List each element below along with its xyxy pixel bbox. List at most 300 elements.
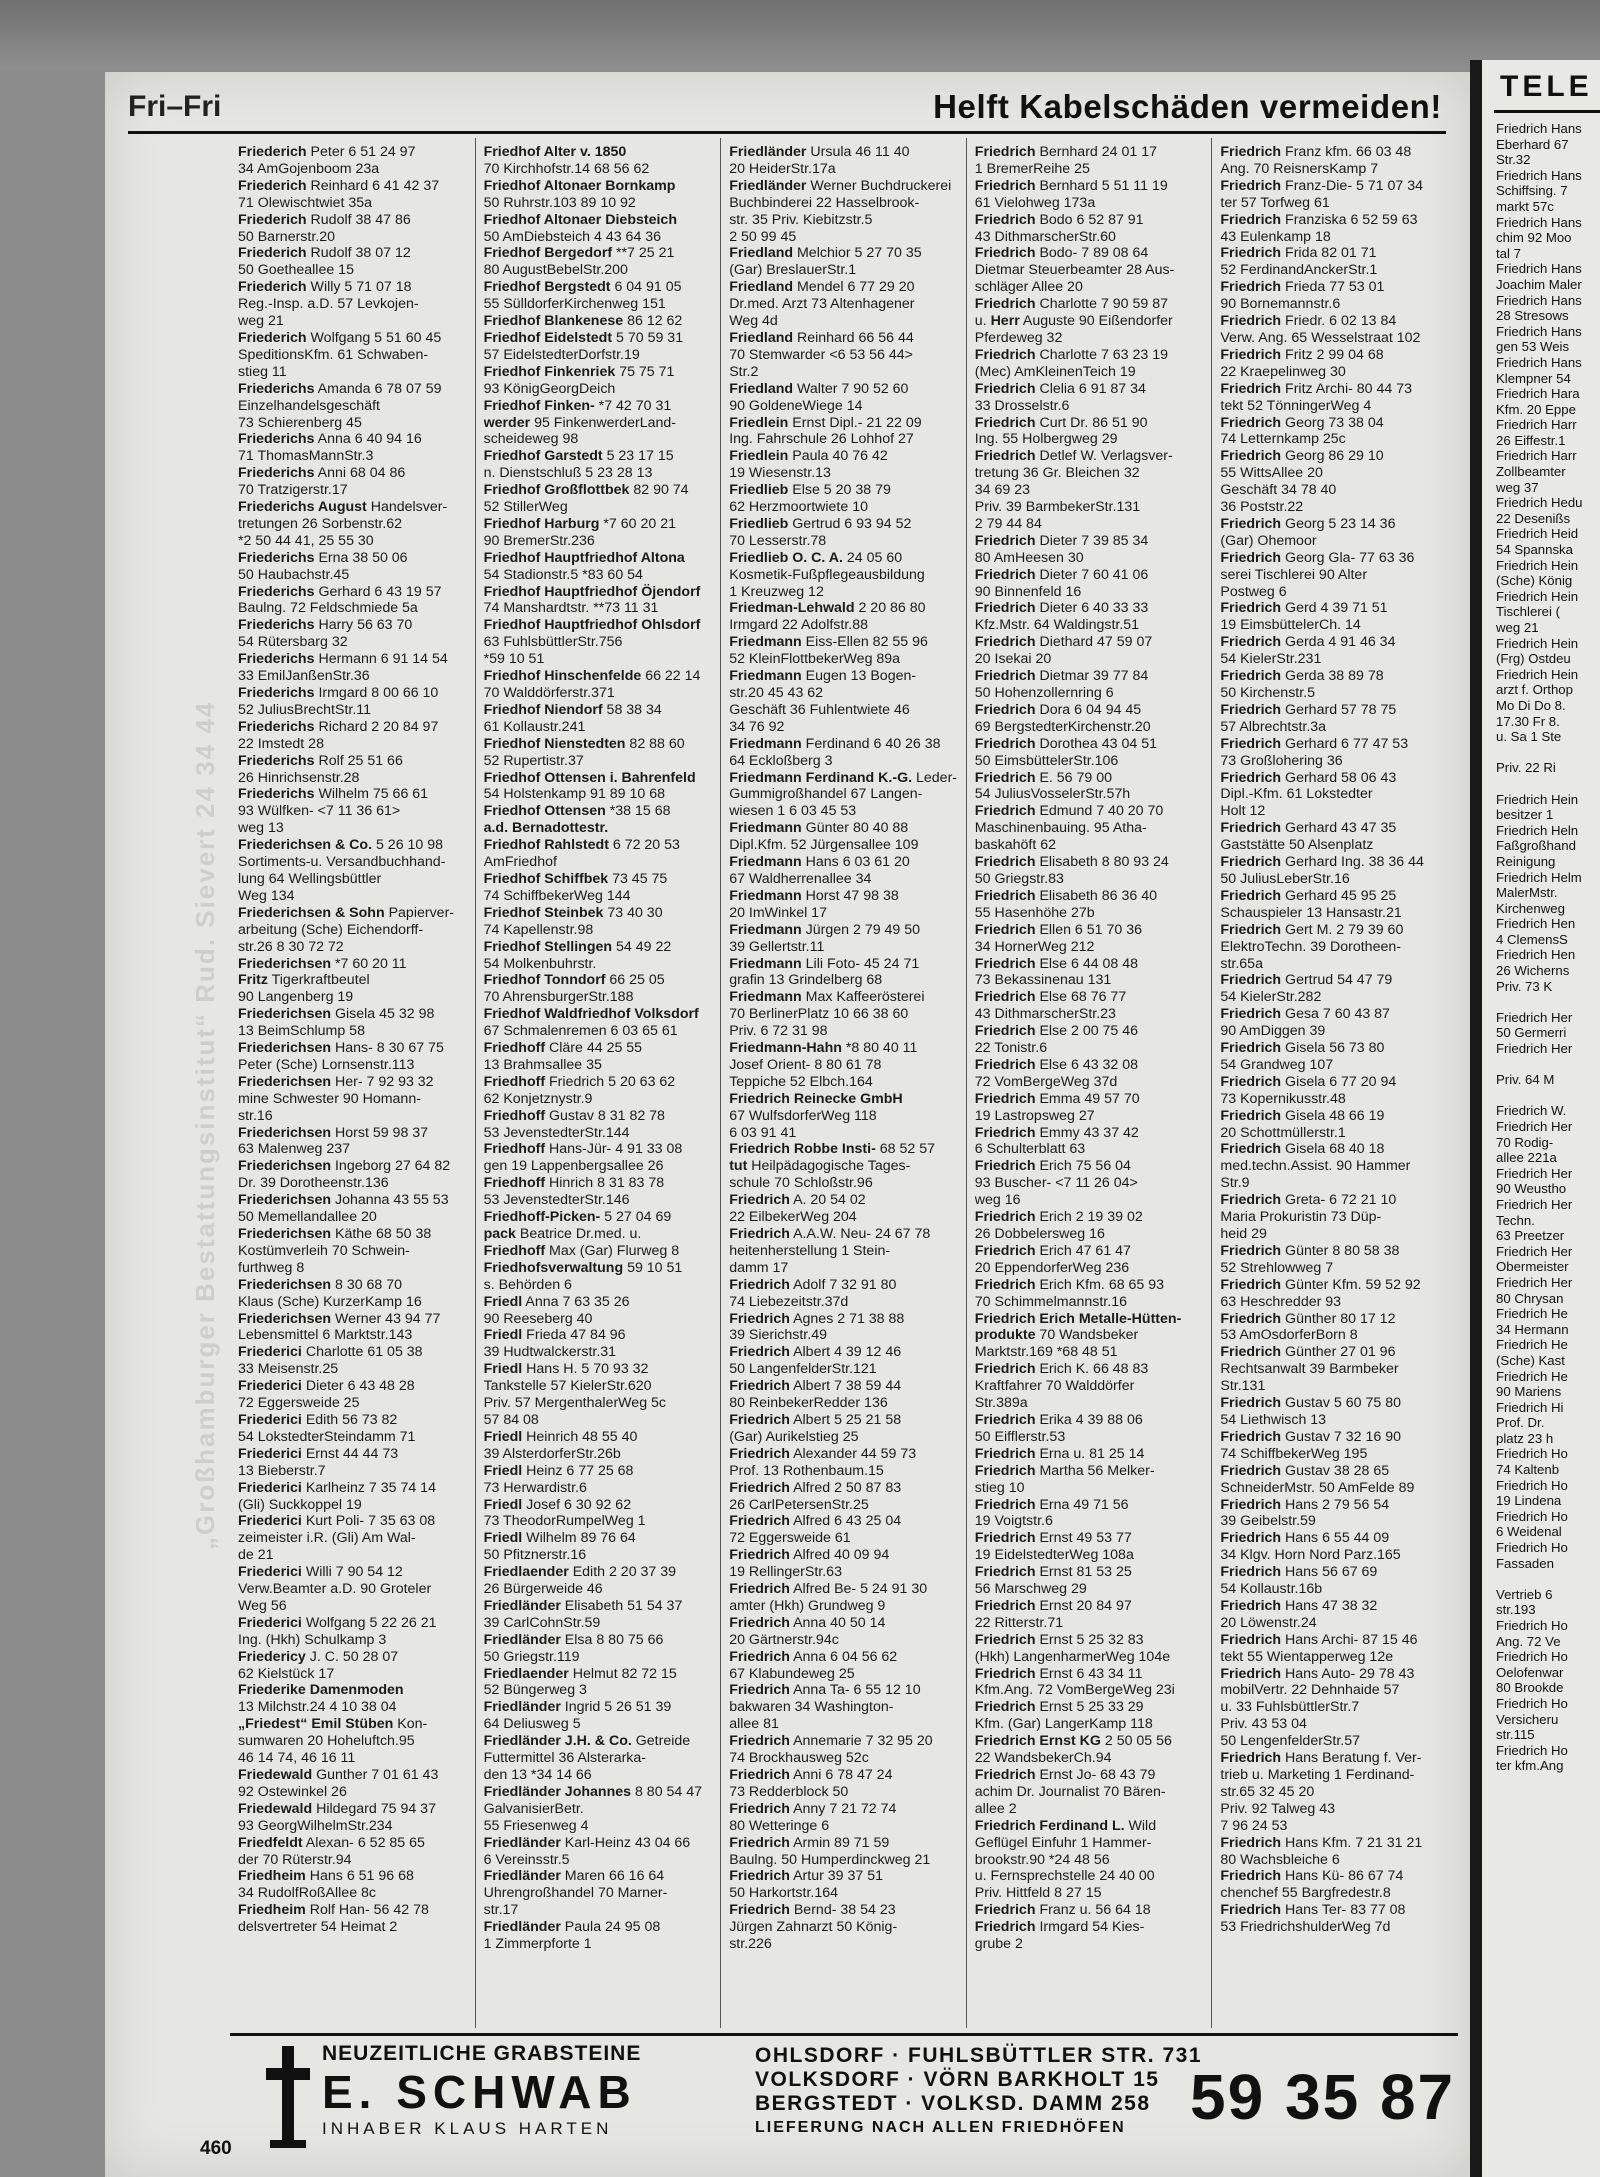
directory-entry-line: Friederichs Anni 68 04 86	[238, 465, 406, 482]
directory-entry-line: 73 Kopernikusstr.48	[1220, 1090, 1346, 1107]
directory-entry-line: Weg 134	[238, 887, 295, 904]
directory-entry-line: Friederichsen Käthe 68 50 38	[238, 1226, 432, 1242]
directory-entry-line: wiesen 1 6 03 45 53	[729, 803, 857, 820]
directory-entry-line: Friedrich Ferdinand L. Wild	[974, 1817, 1157, 1834]
adjacent-entry-line: Versicheru	[1496, 1711, 1559, 1727]
adjacent-entry-line: Friedrich Hein	[1496, 791, 1579, 807]
adjacent-entry-line: Friedrich Hen	[1496, 916, 1576, 932]
directory-entry-line: (Gli) Suckkoppel 19	[238, 1496, 362, 1513]
directory-entry-line: Friedrich Curt Dr. 86 51 90	[974, 414, 1148, 431]
directory-entry-line: Friedhof Altonaer Bornkamp	[483, 177, 676, 194]
adjacent-entry-line: Friedrich Hans	[1496, 214, 1582, 230]
directory-entry-line: Friedrich Martha 56 Melker-	[974, 1462, 1155, 1479]
directory-entry-line: 2 50 99 45	[729, 228, 797, 245]
adjacent-entry-line: 19 Lindena	[1496, 1493, 1562, 1509]
directory-entry-line: Friedländer J.H. & Co. Getreide	[483, 1733, 691, 1750]
directory-entry-line: Friederich Rudolf 38 47 86	[238, 211, 411, 228]
adjacent-entry-line: 70 Rodig-	[1496, 1134, 1554, 1150]
directory-entry-line: Friedrich Georg 73 38 04	[1220, 414, 1384, 431]
directory-entry-line: Friedrich Erika 4 39 88 06	[974, 1411, 1143, 1428]
directory-entry-line: 34 76 92	[729, 718, 785, 735]
adjacent-entry-line: u. Sa 1 Ste	[1496, 729, 1562, 745]
directory-entry-line: Friedlieb Else 5 20 38 79	[729, 482, 891, 499]
directory-entry-line: Holt 12	[1220, 803, 1266, 820]
directory-entry-line: Friedhof Rahlstedt 6 72 20 53	[483, 837, 680, 854]
directory-entry-line: schläger Allee 20	[974, 279, 1083, 296]
directory-entry-line: 63 Malenweg 237	[238, 1141, 351, 1158]
directory-entry-line: Friederichs Anna 6 40 94 16	[238, 431, 422, 448]
directory-entry-line: Friedheim Rolf Han- 56 42 78	[238, 1902, 429, 1919]
directory-entry-line: Friedrich Erich 75 56 04	[974, 1158, 1131, 1175]
directory-entry-line: 57 Albrechtstr.3a	[1220, 718, 1327, 735]
directory-entry-line: Friedrich Albert 4 39 12 46	[729, 1344, 902, 1361]
directory-entry-line: 50 Eifflerstr.53	[974, 1428, 1066, 1445]
directory-entry-line: Friedmann-Hahn *8 80 40 11	[729, 1040, 918, 1057]
directory-entry-line: Friedrich Hans 6 55 44 09	[1220, 1530, 1390, 1547]
directory-entry-line: 7 96 24 53	[1220, 1817, 1288, 1834]
adjacent-entry-line: str.115	[1496, 1727, 1535, 1743]
directory-entry-line: trieb u. Marketing 1 Ferdinand-	[1220, 1767, 1415, 1783]
directory-entry-line: damm 17	[729, 1259, 789, 1276]
directory-entry-line: Friedrich E. 56 79 00	[974, 769, 1113, 786]
directory-entry-line: Friederichsen Her- 7 92 93 32	[238, 1073, 434, 1090]
directory-entry-line: 74 SchiffbekerWeg 144	[483, 887, 631, 904]
directory-entry-line: Friedmann Max Kaffeerösterei	[729, 989, 925, 1006]
adjacent-entry-line: 6 Weidenal	[1496, 1524, 1562, 1540]
adjacent-entry-line: Friedrich Her	[1496, 1196, 1573, 1212]
directory-entry-line: 54 KielerStr.282	[1220, 989, 1322, 1006]
directory-entry-line: Friederichs Amanda 6 78 07 59	[238, 380, 442, 397]
directory-entry-line: 90 BremerStr.236	[483, 532, 595, 549]
directory-entry-line: 50 Barnerstr.20	[238, 228, 336, 245]
directory-entry-line: Friedrich Artur 39 37 51	[729, 1868, 883, 1885]
directory-entry-line: Friedrich Emma 49 57 70	[974, 1090, 1140, 1107]
directory-entry-line: 93 GeorgWilhelmStr.234	[238, 1817, 393, 1834]
directory-entry-line: 74 Manshardtstr. **73 11 31	[483, 600, 659, 617]
adjacent-page	[1482, 60, 1600, 2177]
directory-entry-line: Friedmann Eiss-Ellen 82 55 96	[729, 634, 928, 651]
directory-entry-line: Rechtsanwalt 39 Barmbeker	[1220, 1361, 1399, 1378]
column-entries	[484, 144, 715, 1953]
directory-entry-line: 13 Bieberstr.7	[238, 1462, 326, 1479]
directory-entry-line: Friedrich Armin 89 71 59	[729, 1834, 890, 1851]
directory-entry-line: Friederici Kurt Poli- 7 35 63 08	[238, 1513, 436, 1530]
directory-entry-line: 70 Tratzigerstr.17	[238, 482, 348, 499]
directory-entry-line: str.17	[483, 1902, 519, 1919]
adjacent-entry-line: MalerMstr.	[1496, 885, 1558, 901]
directory-entry-line: 50 LangenfelderStr.121	[729, 1361, 877, 1378]
directory-entry-line: 74 Letternkamp 25c	[1220, 431, 1346, 448]
directory-entry-line: 93 Buscher- <7 11 26 04>	[974, 1175, 1138, 1192]
directory-entry-line: Friedmann Ferdinand 6 40 26 38	[729, 735, 941, 752]
directory-entry-line: Friedhof Garstedt 5 23 17 15	[483, 448, 674, 465]
directory-entry-line: Priv. 57 MergenthalerWeg 5c	[483, 1395, 667, 1412]
directory-entry-line: Friedl Heinz 6 77 25 68	[483, 1462, 634, 1479]
directory-entry-line: Friedrich Hans 2 79 56 54	[1220, 1496, 1390, 1513]
directory-entry-line: Friedrich Erna 49 71 56	[974, 1496, 1129, 1513]
directory-entry-line: Friedlieb Gertrud 6 93 94 52	[729, 515, 912, 532]
directory-entry-line: Friedhof Niendorf 58 38 34	[483, 701, 662, 718]
directory-entry-line: Friedfeldt Alexan- 6 52 85 65	[238, 1834, 425, 1851]
directory-entry-line: Friedrich Gisela 48 66 19	[1220, 1107, 1385, 1124]
directory-entry-line: Friedrich Anna 40 50 14	[729, 1614, 886, 1631]
directory-entry-line: str.16	[238, 1107, 273, 1124]
directory-entry-line: 43 DithmarscherStr.60	[974, 228, 1116, 245]
ad-company-name: E. SCHWAB	[322, 2066, 637, 2118]
directory-entry-line: Friedrich Günter 8 80 58 38	[1220, 1242, 1400, 1259]
directory-entry-line: 39 Hudtwalckerstr.31	[483, 1344, 617, 1361]
directory-entry-line: 54 KielerStr.231	[1220, 651, 1322, 668]
directory-entry-line: Friederichsen *7 60 20 11	[238, 955, 407, 972]
directory-entry-line: 93 KönigGeorgDeich	[483, 380, 616, 397]
directory-entry-line: Weg 4d	[729, 313, 778, 330]
directory-entry-line: Prof. 13 Rothenbaum.15	[729, 1462, 884, 1479]
directory-entry-line: Friederike Damenmoden	[238, 1682, 404, 1699]
directory-entry-line: Friedheim Hans 6 51 96 68	[238, 1868, 414, 1885]
directory-entry-line: Irmgard 22 Adolfstr.88	[729, 617, 868, 634]
directory-entry-line: Dr.med. Arzt 73 Altenhagener	[729, 296, 915, 313]
directory-entry-line: Friedrich Gertrud 54 47 79	[1220, 972, 1393, 989]
directory-entry-line: Friederichsen Hans- 8 30 67 75	[238, 1040, 444, 1057]
directory-entry-line: Friedrich Hans Kü- 86 67 74	[1220, 1868, 1404, 1885]
directory-entry-line: Postweg 6	[1220, 583, 1287, 600]
directory-entry-line: furthweg 8	[238, 1259, 305, 1276]
directory-entry-line: Friederichsen & Co. 5 26 10 98	[238, 837, 444, 854]
directory-entry-line: Friedländer Ursula 46 11 40	[729, 144, 910, 160]
directory-entry-line: tekt 55 Wientapperweg 12e	[1220, 1648, 1394, 1665]
directory-entry-line: Friederich Rudolf 38 07 12	[238, 245, 411, 262]
directory-entry-line: 34 HornerWeg 212	[974, 938, 1095, 955]
directory-entry-line: Priv. 39 BarmbekerStr.131	[974, 499, 1141, 516]
directory-entry-line: Friedhof Hinschenfelde 66 22 14	[483, 668, 701, 685]
directory-entry-line: Kfz.Mstr. 64 Waldingstr.51	[974, 617, 1140, 634]
directory-entry-line: Friedrich Detlef W. Verlagsver-	[974, 448, 1173, 465]
adjacent-entry-line: Vertrieb 6	[1496, 1586, 1553, 1602]
directory-entry-line: Friedrich Dorothea 43 04 51	[974, 735, 1157, 752]
adjacent-entry-line: Friedrich Ho	[1496, 1649, 1568, 1665]
directory-entry-line: 50 Memellandallee 20	[238, 1209, 377, 1226]
adjacent-entry-line: Friedrich Ho	[1496, 1477, 1568, 1493]
directory-entry-line: Friedlaender Edith 2 20 37 39	[483, 1564, 677, 1581]
directory-entry-line: 90 GoldeneWiege 14	[729, 397, 863, 414]
directory-entry-line: Friederich Wolfgang 5 51 60 45	[238, 329, 442, 346]
directory-entry-line: heid 29	[1220, 1226, 1267, 1242]
adjacent-entry-line: 4 ClemensS	[1496, 931, 1568, 947]
directory-entry-line: Friedmann Eugen 13 Bogen-	[729, 668, 917, 685]
directory-entry-line: Uhrengroßhandel 70 Marner-	[483, 1885, 668, 1902]
directory-entry-line: „Friedest“ Emil Stüben Kon-	[238, 1716, 428, 1733]
ad-slogan: NEUZEITLICHE GRABSTEINE	[322, 2042, 642, 2065]
adjacent-entry-line: 28 Stresows	[1496, 308, 1569, 324]
adjacent-entry-line: Prof. Dr.	[1496, 1415, 1545, 1431]
directory-entry-line: Friedrich Reinecke GmbH	[729, 1090, 903, 1107]
adjacent-entry-line	[1496, 994, 1600, 1010]
directory-entry-line: Friederich Reinhard 6 41 42 37	[238, 177, 440, 194]
directory-entry-line: Friedl Hans H. 5 70 93 32	[483, 1361, 649, 1378]
directory-entry-line: Lebensmittel 6 Marktstr.143	[238, 1327, 413, 1344]
directory-entry-line: Friedrich Charlotte 7 90 59 87	[974, 296, 1169, 313]
adjacent-entry-line: Friedrich Hans	[1496, 292, 1582, 308]
directory-entry-line: 33 EmilJanßenStr.36	[238, 668, 370, 685]
directory-entry-line: Friedhoff-Picken- 5 27 04 69	[483, 1209, 672, 1226]
directory-entry-line: 53 JevenstedterStr.144	[483, 1124, 630, 1141]
directory-entry-line: 90 Binnenfeld 16	[974, 583, 1082, 600]
directory-entry-line: Friedhoff Gustav 8 31 82 78	[483, 1107, 665, 1124]
adjacent-entry-line	[1496, 1057, 1600, 1073]
directory-entry-line: Friedrich Bernd- 38 54 23	[729, 1902, 896, 1919]
directory-entry-line: Friedrich Gustav 7 32 16 90	[1220, 1428, 1401, 1445]
directory-entry-line: Priv. 6 72 31 98	[729, 1023, 828, 1040]
directory-entry-line: Klaus (Sche) KurzerKamp 16	[238, 1293, 422, 1310]
directory-entry-line: Friedlieb O. C. A. 24 05 60	[729, 549, 903, 566]
directory-entry-line: 6 Schulterblatt 63	[974, 1141, 1086, 1158]
directory-entry-line: Geschäft 34 78 40	[1220, 482, 1337, 499]
directory-entry-line: Priv. 92 Talweg 43	[1220, 1800, 1335, 1817]
directory-entry-line: Priv. Hittfeld 8 27 15	[974, 1885, 1102, 1902]
directory-entry-line: Friedland Reinhard 66 56 44	[729, 329, 914, 346]
adjacent-entry-line: 26 Wicherns	[1496, 963, 1570, 979]
directory-entry-line: grube 2	[974, 1936, 1023, 1953]
directory-entry-line: Friedrich Erna u. 81 25 14	[974, 1445, 1145, 1462]
directory-entry-line: Friedrich Else 6 43 32 08	[974, 1056, 1139, 1073]
directory-entry-line: Friedrich Gerhard Ing. 38 36 44	[1220, 854, 1424, 871]
adjacent-entry-line: Zollbeamter	[1496, 464, 1566, 480]
directory-entry-line: Dietmar Steuerbeamter 28 Aus-	[974, 262, 1175, 279]
directory-entry-line: 67 Schmalenremen 6 03 65 61	[483, 1023, 678, 1040]
header-rule	[128, 131, 1446, 134]
directory-entry-line: u. Herr Auguste 90 Eißendorfer	[974, 313, 1173, 330]
column-entries	[729, 144, 960, 1953]
adjacent-entry-line: (Frg) Ostdeu	[1496, 651, 1571, 667]
directory-entry-line: 19 RellingerStr.63	[729, 1564, 842, 1581]
directory-entry-line: Friedhof Eidelstedt 5 70 59 31	[483, 329, 684, 346]
directory-entry-line: stieg 11	[238, 363, 287, 380]
directory-entry-line: Friederichs Gerhard 6 43 19 57	[238, 583, 442, 600]
directory-entry-line: Friedrich Clelia 6 91 87 34	[974, 380, 1146, 397]
directory-entry-line: baskahöft 62	[974, 837, 1057, 854]
adjacent-entry-line: 90 Mariens	[1496, 1384, 1562, 1400]
directory-entry-line: Friedrich Robbe Insti- 68 52 57	[729, 1141, 935, 1158]
directory-entry-line: Jürgen Zahnarzt 50 König-	[729, 1919, 898, 1936]
directory-entry-line: Friedrich Bernhard 24 01 17	[974, 144, 1157, 160]
directory-entry-line: ter 57 Torfweg 61	[1220, 194, 1330, 211]
directory-entry-line: tretungen 26 Sorbenstr.62	[238, 515, 403, 532]
directory-entry-line: Friederichsen Gisela 45 32 98	[238, 1006, 435, 1023]
directory-entry-line: str. 35 Priv. Kiebitzstr.5	[729, 211, 873, 228]
directory-entry-line: gen 19 Lappenbergsallee 26	[483, 1158, 664, 1175]
directory-entry-line: 69 BergstedterKirchenstr.20	[974, 718, 1151, 735]
directory-entry-line: 54 LokstedterSteindamm 71	[238, 1428, 416, 1445]
directory-entry-line: Friedrich Gerhard 45 95 25	[1220, 887, 1397, 904]
directory-entry-line: Friedmann Hans 6 03 61 20	[729, 854, 910, 871]
directory-entry-line: de 21	[238, 1547, 274, 1564]
directory-entry-line: Friedländer Ingrid 5 26 51 39	[483, 1699, 672, 1716]
directory-entry-line: Friedrich Albert 7 38 59 44	[729, 1378, 902, 1395]
directory-entry-line: Friedhoff Hans-Jür- 4 91 33 08	[483, 1141, 683, 1158]
adjacent-entry-line: 80 Brookde	[1496, 1680, 1564, 1696]
directory-entry-line: *59 10 51	[483, 651, 545, 668]
directory-entry-line: Friederichsen Werner 43 94 77	[238, 1310, 441, 1327]
directory-entry-line: 73 Bekassinenau 131	[974, 972, 1112, 989]
directory-entry-line: Friedhoff Max (Gar) Flurweg 8	[483, 1242, 680, 1259]
directory-entry-line: Friedrich Ernst 49 53 77	[974, 1530, 1132, 1547]
column-5	[1212, 138, 1458, 2028]
directory-entry-line: Friedmann Jürgen 2 79 49 50	[729, 921, 921, 938]
directory-entry-line: Friederichs August Handelsver-	[238, 499, 448, 516]
directory-entry-line: Friedrich Gustav 38 28 65	[1220, 1462, 1390, 1479]
directory-entry-line: 50 Hohenzollernring 6	[974, 685, 1114, 701]
directory-entry-line: 54 Stadionstr.5 *83 60 54	[483, 566, 643, 583]
directory-entry-line: Tankstelle 57 KielerStr.620	[483, 1378, 652, 1395]
adjacent-entry-line: Friedrich Hara	[1496, 386, 1580, 402]
directory-entry-line: Friedhof Stellingen 54 49 22	[483, 938, 672, 955]
adjacent-entry-line: Schiffsing. 7	[1496, 183, 1568, 199]
directory-entry-line: Friedrich Alexander 44 59 73	[729, 1445, 917, 1462]
adjacent-entry-line: Kirchenweg	[1496, 900, 1565, 916]
directory-entry-line: Fritz Tigerkraftbeutel	[238, 972, 370, 989]
directory-entry-line: Friedrich Ernst Jo- 68 43 79	[974, 1767, 1156, 1783]
directory-entry-line: pack Beatrice Dr.med. u.	[483, 1226, 642, 1242]
directory-entry-line: n. Dienstschluß 5 23 28 13	[483, 465, 653, 482]
directory-entry-line: Friedrich Erich Kfm. 68 65 93	[974, 1276, 1165, 1293]
directory-entry-line: Ing. 55 Holbergweg 29	[974, 431, 1118, 448]
directory-entry-line: sumwaren 20 Hoheluftch.95	[238, 1733, 415, 1750]
adjacent-entry-line: Friedrich He	[1496, 1368, 1568, 1384]
directory-entry-line: Friedrich Gisela 6 77 20 94	[1220, 1073, 1397, 1090]
directory-entry-line: Friedrich Annemarie 7 32 95 20	[729, 1733, 933, 1750]
directory-entry-line: (Gar) Aurikelstieg 25	[729, 1428, 859, 1445]
directory-entry-line: 13 Milchstr.24 4 10 38 04	[238, 1699, 397, 1716]
directory-entry-line: Dipl.Kfm. 52 Jürgensallee 109	[729, 837, 919, 854]
directory-entry-line: 61 Vielohweg 173a	[974, 194, 1096, 211]
directory-entry-line: Friedrich Gesa 7 60 43 87	[1220, 1006, 1390, 1023]
directory-entry-line: heitenherstellung 1 Stein-	[729, 1242, 891, 1259]
directory-entry-line: 54 Rütersbarg 32	[238, 634, 348, 651]
directory-entry-line: 74 Liebezeitstr.37d	[729, 1293, 849, 1310]
adjacent-entry-line: 80 Chrysan	[1496, 1290, 1564, 1306]
directory-entry-line: 53 FriedrichshulderWeg 7d	[1220, 1919, 1391, 1936]
directory-entry-line: Friedrich Edmund 7 40 20 70	[974, 803, 1164, 820]
directory-entry-line: Friedrich Else 6 44 08 48	[974, 955, 1139, 972]
directory-entry-line: Friedhof Bergedorf **7 25 21	[483, 245, 675, 262]
adjacent-page-entries	[1482, 113, 1600, 1774]
adjacent-entry-line: Priv. 22 Ri	[1496, 760, 1556, 776]
directory-entry-line: 80 ReinbekerRedder 136	[729, 1395, 888, 1412]
directory-entry-line: 43 Eulenkamp 18	[1220, 228, 1331, 245]
directory-entry-line: Friedrich Gerhard 6 77 47 53	[1220, 735, 1409, 752]
directory-entry-line: 1 Kreuzweg 12	[729, 583, 824, 600]
adjacent-entry-line: Friedrich Hans	[1496, 121, 1582, 136]
directory-entry-line: Friedrich Ernst 20 84 97	[974, 1597, 1132, 1614]
directory-entry-line: 54 Grandweg 107	[1220, 1056, 1334, 1073]
directory-entry-line: Friedrich Anna Ta- 6 55 12 10	[729, 1682, 921, 1699]
directory-entry-line: 62 Kielstück 17	[238, 1665, 335, 1682]
directory-entry-line: Friedrich Gerhard 58 06 43	[1220, 769, 1397, 786]
adjacent-entry-line	[1496, 776, 1600, 792]
directory-entry-line: den 13 *34 14 66	[483, 1767, 592, 1783]
directory-entry-line: 70 BerlinerPlatz 10 66 38 60	[729, 1006, 909, 1023]
directory-entry-line: 70 Schimmelmannstr.16	[974, 1293, 1127, 1310]
directory-entry-line: Friedhof Schiffbek 73 45 75	[483, 870, 668, 887]
adjacent-entry-line: Friedrich Ho	[1496, 1446, 1568, 1462]
adjacent-entry-line: Eberhard 67	[1496, 136, 1569, 152]
directory-entry-line: Friedland Melchior 5 27 70 35	[729, 245, 922, 262]
directory-entry-line: 53 AmOsdorferBorn 8	[1220, 1327, 1358, 1344]
directory-entry-line: str.26 8 30 72 72	[238, 938, 344, 955]
directory-entry-line: 55 SülldorferKirchenweg 151	[483, 296, 666, 313]
directory-entry-line: achim Dr. Journalist 70 Bären-	[974, 1783, 1166, 1800]
adjacent-entry-line: besitzer 1	[1496, 807, 1554, 823]
directory-entry-line: Friedhoff Hinrich 8 31 83 78	[483, 1175, 665, 1192]
directory-entry-line: 92 Ostewinkel 26	[238, 1783, 347, 1800]
adjacent-entry-line: Friedrich Harr	[1496, 448, 1577, 464]
directory-entry-line: Friedrich Dietmar 39 77 84	[974, 668, 1149, 685]
scan-background	[0, 0, 1600, 70]
directory-entry-line: schule 70 Schloßstr.96	[729, 1175, 873, 1192]
directory-entry-line: Friederici Ernst 44 44 73	[238, 1445, 399, 1462]
directory-entry-line: Friederichs Hermann 6 91 14 54	[238, 651, 448, 668]
directory-entry-line: 53 JevenstedterStr.146	[483, 1192, 630, 1209]
directory-entry-line: Friedrich Gert M. 2 79 39 60	[1220, 921, 1404, 938]
directory-entry-line: Friedländer Werner Buchdruckerei	[729, 177, 952, 194]
directory-entry-line: 93 Wülfken- <7 11 36 61>	[238, 803, 401, 820]
adjacent-entry-line: Friedrich Ho	[1496, 1618, 1568, 1633]
directory-entry-line: Friedrich Ernst 81 53 25	[974, 1564, 1132, 1581]
directory-entry-line: Teppiche 52 Elbch.164	[729, 1073, 873, 1090]
directory-entry-line: scheideweg 98	[483, 431, 579, 448]
directory-entry-line: 50 Goetheallee 15	[238, 262, 354, 279]
directory-entry-line: Friedericy J. C. 50 28 07	[238, 1648, 399, 1665]
adjacent-entry-line: Friedrich Hans	[1496, 354, 1582, 370]
adjacent-entry-line: 54 Spannska	[1496, 542, 1573, 558]
directory-entry-line: Friedrich Ernst 5 25 32 83	[974, 1631, 1144, 1648]
directory-entry-line: Friedrich Erich 2 19 39 02	[974, 1209, 1143, 1226]
directory-entry-line: werder 95 FinkenwerderLand-	[483, 414, 677, 431]
directory-entry-line: allee 81	[729, 1716, 779, 1733]
ad-delivery: LIEFERUNG NACH ALLEN FRIEDHÖFEN	[755, 2119, 1126, 2136]
directory-entry-line: 1 BremerReihe 25	[974, 160, 1090, 177]
adjacent-entry-line: Kfm. 20 Eppe	[1496, 401, 1576, 417]
directory-entry-line: Friedrich Bodo- 7 89 08 64	[974, 245, 1149, 262]
adjacent-entry-line: arzt f. Orthop	[1496, 682, 1573, 698]
directory-entry-line: Geflügel Einfuhr 1 Hammer-	[974, 1834, 1152, 1851]
adjacent-entry-line: Friedrich Ho	[1496, 1695, 1568, 1711]
directory-entry-line: (Gar) Ohemoor	[1220, 532, 1317, 549]
directory-entry-line: Friedrich Gisela 56 73 80	[1220, 1040, 1385, 1057]
directory-entry-line: SchneiderMstr. 50 AmFelde 89	[1220, 1479, 1415, 1496]
ad-location: BERGSTEDT · VOLKSD. DAMM 258	[755, 2092, 1151, 2115]
adjacent-entry-line: weg 21	[1496, 620, 1539, 635]
directory-entry-line: 70 Lesserstr.78	[729, 532, 827, 549]
adjacent-entry-line: Friedrich Hans	[1496, 167, 1582, 183]
directory-entry-line: 67 WulfsdorferWeg 118	[729, 1107, 877, 1124]
directory-entry-line: 50 Griegstr.119	[483, 1648, 580, 1665]
directory-entry-line: zeimeister i.R. (Gli) Am Wal-	[238, 1530, 416, 1547]
directory-entry-line: Friedlein Ernst Dipl.- 21 22 09	[729, 414, 922, 431]
directory-entry-line: Friedrich Günther 27 01 96	[1220, 1344, 1396, 1361]
directory-entry-line: 70 AhrensburgerStr.188	[483, 989, 634, 1006]
directory-entry-line: tretung 36 Gr. Bleichen 32	[974, 465, 1140, 482]
directory-entry-line: 52 FerdinandAnckerStr.1	[1220, 262, 1378, 279]
directory-entry-line: Friedrich Greta- 6 72 21 10	[1220, 1192, 1397, 1209]
adjacent-entry-line: markt 57c	[1496, 198, 1554, 214]
directory-entry-line: Friedhof Finkenriek 75 75 71	[483, 363, 675, 380]
adjacent-entry-line: Friedrich Hein	[1496, 588, 1579, 604]
directory-entry-line: Friedmann Günter 80 40 88	[729, 820, 909, 837]
directory-entry-line: Peter (Sche) Lornsenstr.113	[238, 1056, 415, 1073]
directory-entry-line: 34 Klgv. Horn Nord Parz.165	[1220, 1547, 1401, 1564]
directory-entry-line: Friedrich Irmgard 54 Kies-	[974, 1919, 1145, 1936]
